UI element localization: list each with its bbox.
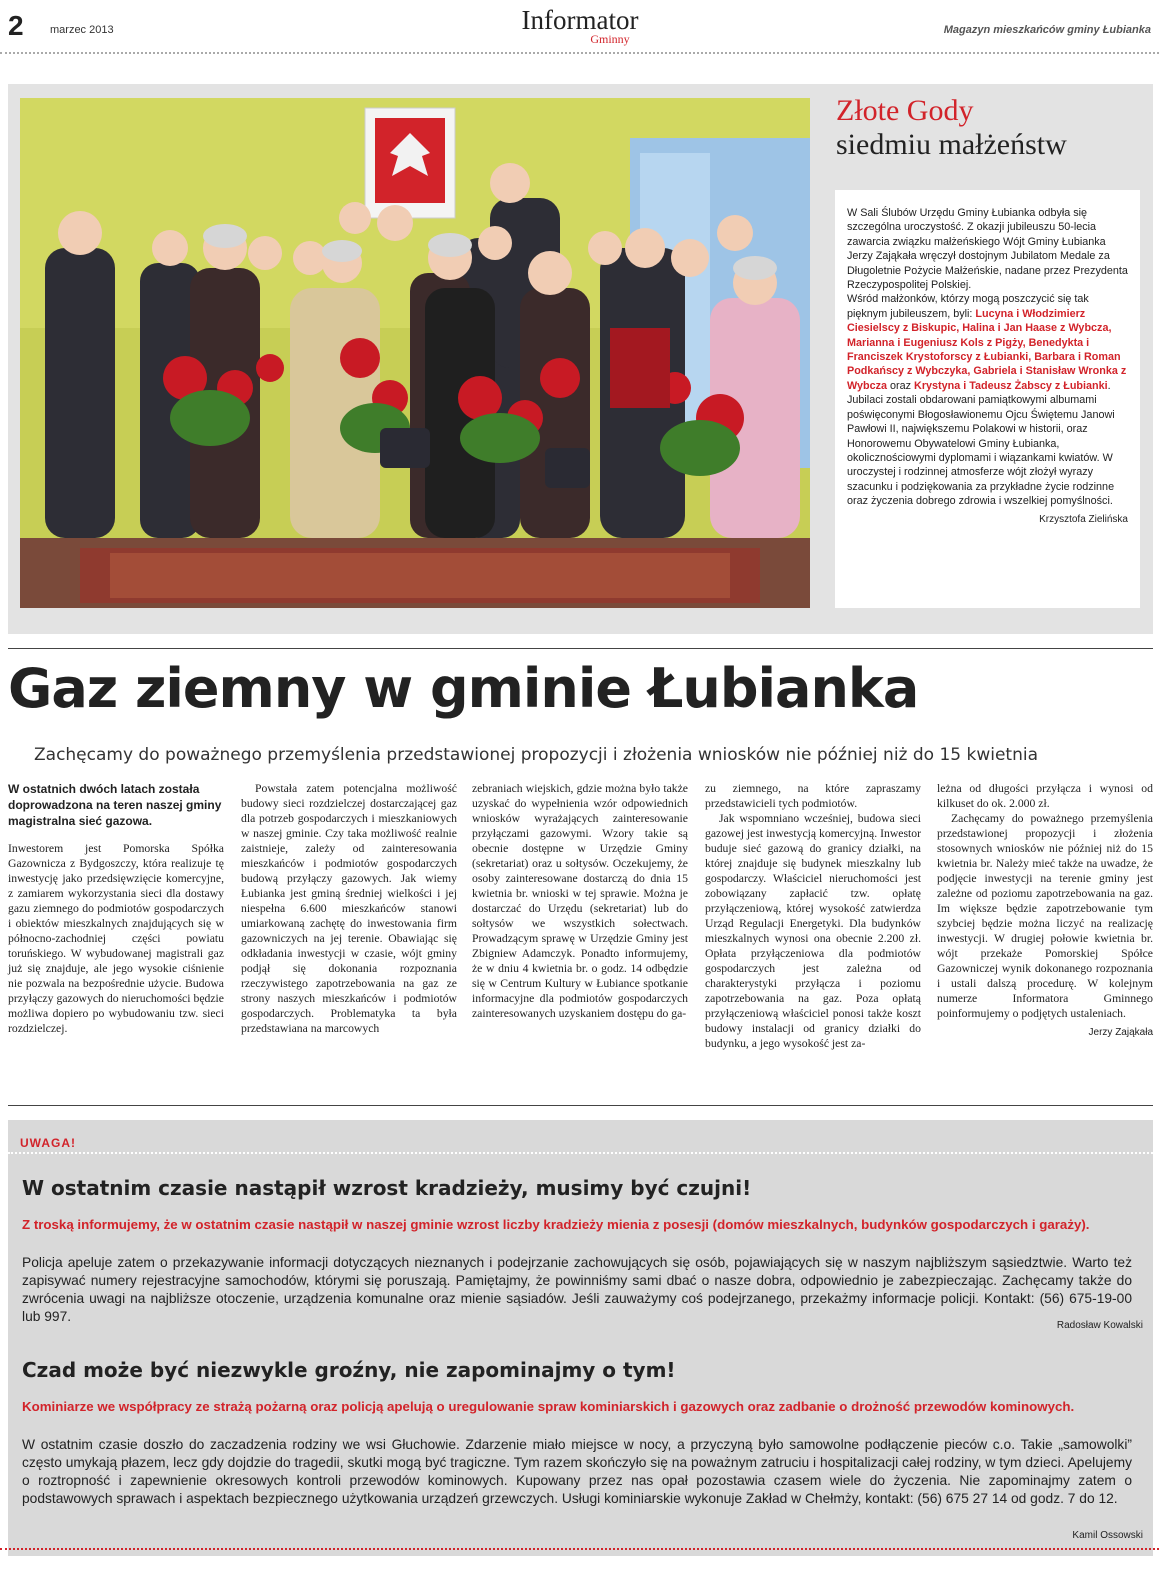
section-divider	[8, 1105, 1153, 1106]
section-divider	[8, 648, 1153, 649]
notice-divider	[8, 1152, 1153, 1154]
header-divider	[0, 52, 1159, 54]
article-author: Jerzy Zająkała	[1088, 1027, 1153, 1038]
notice-label: UWAGA!	[20, 1136, 76, 1150]
feature-paragraph: Jubilaci zostali obdarowani pamiątkowymi albumami poświęconymi Błogosławionemu Ojcu Świętemu Janowi Pawłowi II, największemu Polakowi w historii, oraz Honorowemu Obywatelowi Gminy Łubianka, okolicznościowymi dyplomami i wiązankami kwiatów. W uroczystej i rodzinnej atmosferze wójt złożył wyrazy szacunku i podziękowania za przykładne życie rodzinne oraz życzenia dobrego zdrowia i wszelkiej pomyślności.	[847, 394, 1115, 508]
article-subheadline: Zachęcamy do poważnego przemyślenia przedstawionej propozycji i złożenia wniosków nie później niż do 15 kwietnia	[34, 745, 1039, 765]
notice-lead-theft: Z troską informujemy, że w ostatnim czasie nastąpił w naszej gminie wzrost liczby kradzieży mienia z posesji (domów mieszkalnych, budynków gospodarczych i garaży).	[22, 1217, 1090, 1232]
couples-list: Lucyna i Włodzimierz Ciesielscy z Biskupic, Halina i Jan Haase z Wybcza, Marianna i Eugeniusz Kols z Pigży, Benedykta i Franciszek Krystoforscy z Łubianki, Barbara i Roman Podkańscy z Wybczyka, Gabriela i Stanisław Wronka z Wybcza	[847, 307, 1127, 392]
article-paragraph: leżna od długości przyłącza i wynosi od kilkuset do ok. 2.000 zł.	[937, 782, 1153, 810]
notice-panel	[8, 1120, 1153, 1556]
feature-text-box	[835, 190, 1140, 608]
notice-body-theft: Policja apeluje zatem o przekazywanie informacji dotyczących nieznanych i podejrzanie zachowujących się osób, pojawiających się w naszym najbliższym sąsiedztwie. Warto też zapisywać numery rejestracyjne samochodów, którymi się poruszają. Pamiętajmy, że powinniśmy sami dbać o nasze dobra, odpowiednio je zabezpieczając. Zachęcamy także do zwrócenia uwagi na najbliższe otoczenie, urządzenia komunalne oraz mienie sąsiadów. Jeśli zauważymy coś podejrzanego, przekażmy informacje policji. Kontakt: (56) 675-19-00 lub 997.	[22, 1255, 1132, 1324]
golden-wedding-feature	[8, 84, 1153, 634]
article-columns	[8, 781, 1153, 1101]
masthead-logo	[500, 6, 660, 44]
couples-intro: Wśród małżonków, którzy mogą poszczycić się tak pięknym jubileuszem, byli:	[847, 293, 1089, 320]
footer-divider	[0, 1548, 1159, 1570]
article-paragraph: Jak wspomniano wcześniej, budowa sieci gazowej jest inwestycją komercyjną. Inwestor buduje sieć gazową do granicy działki, na której znajduje się budynek mieszkalny lub gospodarczy. Właściciel nieruchomości jest zobowiązany zapłacić tzw. opłatę przyłączeniową, której wysokość zatwierdza Urząd Regulacji Energetyki. Dla budynków mieszkalnych wynosi ona obecnie 2.200 zł. Opłata przyłączeniowa dla podmiotów gospodarczych jest zależna od charakterystyki przyłącza i poziomu zapotrzebowania na gaz. Poza opłatą przyłączeniową właściciel ponosi także koszt budowy instalacji od granicy działki do budynku, a jego wysokość jest za-	[705, 812, 921, 1050]
group-photo-illustration	[20, 98, 810, 608]
feature-subtitle: siedmiu małżeństw	[836, 128, 1067, 161]
article-column-2	[241, 781, 457, 1036]
notice-heading-theft: W ostatnim czasie nastąpił wzrost kradzieży, musimy być czujni!	[22, 1176, 752, 1200]
feature-author: Krzysztofa Zielińska	[1039, 513, 1128, 525]
article-paragraph: Zachęcamy do poważnego przemyślenia przedstawionej propozycji i złożenia stosownych wniosków nie później niż do 15 kwietnia br. Należy mieć także na uwadze, że podjęcie inwestycji na terenie gminy jest zależne od poziomu zapotrzebowania na gaz. Im większe będzie zapotrzebowanie tym szybciej będzie można liczyć na realizację inwestycji. W drugiej połowie kwietnia br. wójt przekaże Pomorskiej Spółce Gazowniczej wynik dokonanego rozpoznania i ustali dalszą procedurę. W kolejnym numerze Informatora Gminnego poinformujemy o podjętych ustaleniach.	[937, 812, 1153, 1020]
magazine-tagline: Magazyn mieszkańców gminy Łubianka	[943, 24, 1151, 36]
logo-sub-text: Gminny	[590, 32, 630, 46]
article-column-1	[8, 781, 224, 1036]
feature-paragraph: W Sali Ślubów Urzędu Gminy Łubianka odbyła się szczególna uroczystość. Z okazji jubileuszu 50-lecia zawarcia związku małżeńskiego Wójt Gminy Łubianka Jerzy Zająkała wręczył dostojnym Jubilatom Medale za Długoletnie Pożycie Małżeńskie, nadane przez Prezydenta Rzeczypospolitej Polskiej.	[847, 207, 1128, 292]
page-number: 2	[8, 10, 24, 41]
article-column-5	[937, 781, 1153, 1038]
group-photo	[20, 98, 810, 608]
article-headline: Gaz ziemny w gminie Łubianka	[8, 657, 919, 720]
article-lead: W ostatnich dwóch latach została doprowadzona na teren naszej gminy magistralna sieć gazowa.	[8, 782, 222, 828]
couples-oraz: oraz	[887, 379, 915, 392]
issue-date: marzec 2013	[50, 24, 114, 36]
couples-last: Krystyna i Tadeusz Żabscy z Łubianki	[914, 379, 1108, 392]
notice-heading-co: Czad może być niezwykle groźny, nie zapominajmy o tym!	[22, 1358, 676, 1382]
notice-author-theft: Radosław Kowalski	[1056, 1320, 1143, 1331]
logo-main-text: Informator	[521, 5, 639, 35]
notice-author-co: Kamil Ossowski	[1072, 1530, 1143, 1541]
article-paragraph: zebraniach wiejskich, gdzie można było także uzyskać do wypełnienia wzór odpowiednich wniosków wyrażających zainteresowanie przyłączami gazowymi. Wzory takie są obecnie dostępne w Urzędzie Gminy (sekretariat) oraz u sołtysów. Oczekujemy, że osoby zainteresowane dostarczą do dnia 15 kwietnia br. wnioski w tej sprawie. Można je dostarczać do Urzędu (sekretariat) lub do sołtysów we wszystkich sołectwach. Prowadzącym sprawę w Urzędzie Gminy jest Zbigniew Adamczyk. Ponadto informujemy, że w dniu 4 kwietnia br. o godz. 14 odbędzie się w Centrum Kultury w Łubiance spotkanie informacyjne dla podmiotów gospodarczych zainteresowanych uzyskaniem dostępu do ga-	[472, 782, 688, 1020]
notice-lead-co: Kominiarze we współpracy ze strażą pożarną oraz policją apelują o uregulowanie spraw kominiarskich i gazowych oraz zadbanie o drożność przewodów kominowych.	[22, 1399, 1075, 1414]
article-paragraph: zu ziemnego, na które zapraszamy przedstawicieli tych podmiotów.	[705, 782, 921, 810]
page-header	[0, 0, 1159, 50]
article-column-3	[472, 781, 688, 1021]
article-paragraph: Powstała zatem potencjalna możliwość budowy sieci rozdzielczej dostarczającej gaz dla potrzeb gospodarczych i mieszkaniowych w naszej gminie. Czy taka możliwość realnie zaistnieje, zależy od zainteresowania mieszkańców i podmiotów gospodarczych budową przyłączy gazowych. Jak wiemy Łubianka jest gminą średniej wielkości i jej niespełna 6.600 mieszkańców stanowi umiarkowaną zachętę do inwestowania firm gazowniczych na jej terenie. Obawiając się odkładania inwestycji w czasie, wójt gminy podjął się dokonania rozpoznania rzeczywistego zapotrzebowania na gaz ze strony naszych mieszkańców i podmiotów gospodarczych. Problematyka ta była przedstawiana na marcowych	[241, 782, 457, 1035]
feature-couples-paragraph: Wśród małżonków, którzy mogą poszczycić się tak pięknym jubileuszem, byli: Lucyna i Włodzimierz Ciesielscy z Biskupic, Halina i Jan Haase z Wybcza, Marianna i Eugeniusz Kols z Pigży, Benedykta i Franciszek Krystoforscy z Łubianki, Barbara i Roman Podkańscy z Wybczyka, Gabriela i Stanisław Wronka z Wybcza oraz Krystyna i Tadeusz Żabscy z Łubianki.	[847, 293, 1127, 392]
article-column-4	[705, 781, 921, 1051]
article-paragraph: Inwestorem jest Pomorska Spółka Gazownicza z Bydgoszczy, która realizuje tę inwestycję jako przedsięwzięcie komercyjne, z zamiarem wykorzystania sieci dla dostawy gazu ziemnego do podmiotów gospodarczych i obiektów mieszkalnych znajdujących się w północno-zachodniej części powiatu toruńskiego. W wybudowanej magistrali gaz już się znajduje, ale jego wysokie ciśnienie nie pozwala na bezpośrednie użycie. Budowa przyłączy gazowych do nieruchomości będzie możliwa dopiero po wybudowaniu tzw. sieci rozdzielczej.	[8, 842, 224, 1035]
feature-title: Złote Gody	[836, 94, 974, 127]
notice-body-co: W ostatnim czasie doszło do zaczadzenia rodziny we wsi Głuchowie. Zdarzenie miało miejsce w nocy, a przyczyną było samowolne podłączenie pieców c.o. Takie „samowolki” często umykają płazem, lecz gdy dojdzie do tragedii, skutki mogą być tragiczne. Tym razem skończyło się na poważnym zatruciu i hospitalizacji całej rodziny, w tym dzieci. Apelujemy o roztropność i zapewnienie okresowych kontroli przewodów kominowych. Kupowany przez nas opał pozostawia czasem wiele do życzenia. Nie zapominajmy zatem o podstawowych sprawach i aspektach bezpiecznego użytkowania urządzeń grzewczych. Usługi kominiarskie wykonuje Zakład w Chełmży, kontakt: (56) 675 27 14 od godz. 7 do 12.	[22, 1437, 1132, 1506]
